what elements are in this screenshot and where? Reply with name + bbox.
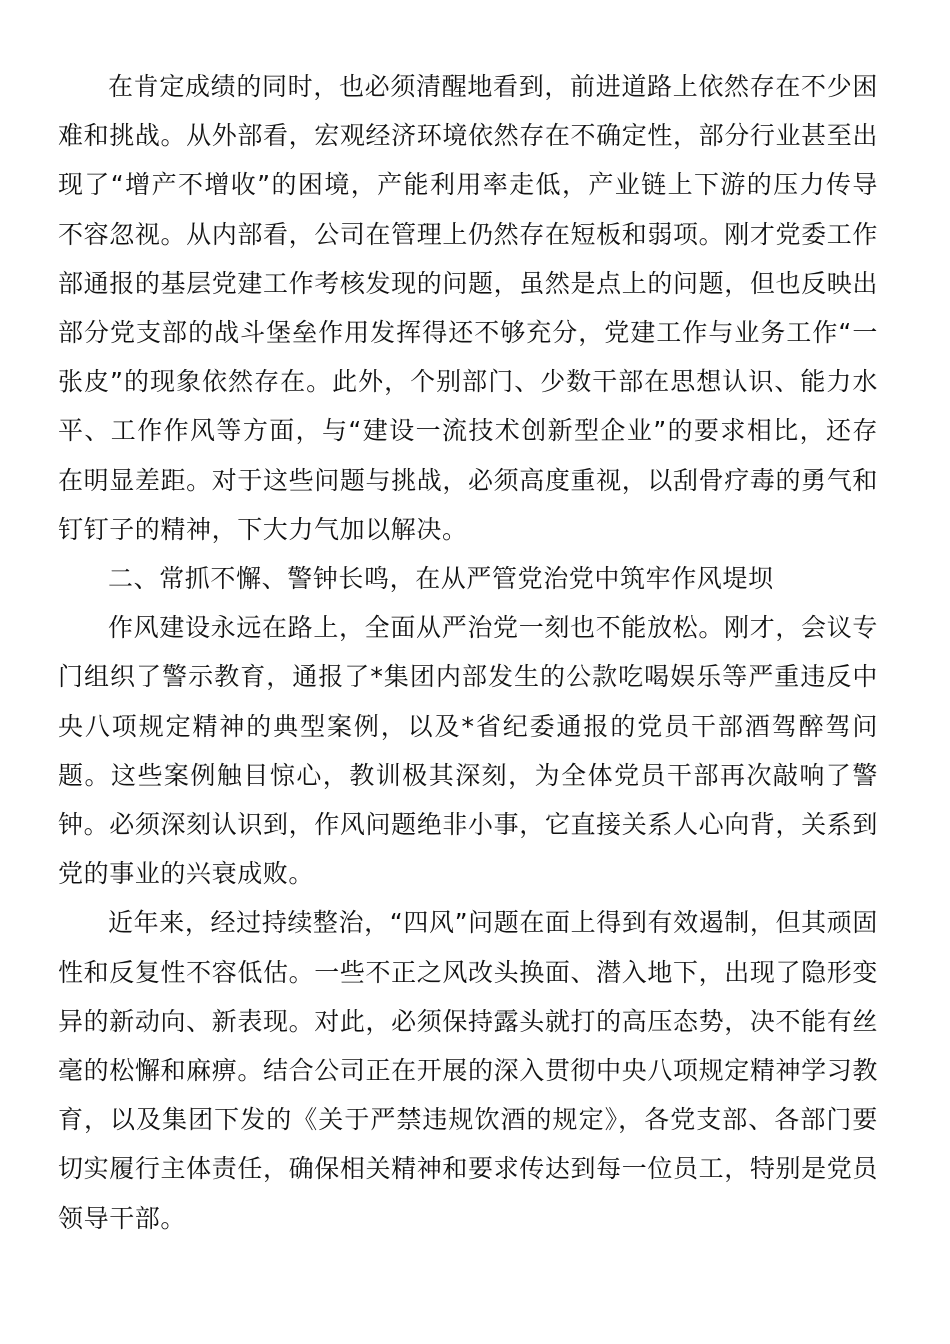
document-page xyxy=(58,62,878,1243)
section-heading: 二、常抓不懈、警钟长鸣，在从严管党治党中筑牢作风堤坝 xyxy=(108,564,774,594)
paragraph-warning-education: 作风建设永远在路上，全面从严治党一刻也不能放松。刚才，会议专门组织了警示教育，通报了*集团内部发生的公款吃喝娱乐等严重违反中央八项规定精神的典型案例，以及*省纪委通报的党员干部酒驾醉驾问题。这些案例触目惊心，教训极其深刻，为全体党员干部再次敲响了警钟。必须深刻认识到，作风问题绝非小事，它直接关系人心向背，关系到党的事业的兴衰成败。 xyxy=(58,613,878,889)
paragraph-four-winds: 近年来，经过持续整治，“四风”问题在面上得到有效遏制，但其顽固性和反复性不容低估。一些不正之风改头换面、潜入地下，出现了隐形变异的新动向、新表现。对此，必须保持露头就打的高压态势，决不能有丝毫的松懈和麻痹。结合公司正在开展的深入贯彻中央八项规定精神学习教育，以及集团下发的《关于严禁违规饮酒的规定》，各党支部、各部门要切实履行主体责任，确保相关精神和要求传达到每一位员工，特别是党员领导干部。 xyxy=(58,908,878,1233)
paragraph-challenges: 在肯定成绩的同时，也必须清醒地看到，前进道路上依然存在不少困难和挑战。从外部看，宏观经济环境依然存在不确定性，部分行业甚至出现了“增产不增收”的困境，产能利用率走低，产业链上下游的压力传导不容忽视。从内部看，公司在管理上仍然存在短板和弱项。刚才党委工作部通报的基层党建工作考核发现的问题，虽然是点上的问题，但也反映出部分党支部的战斗堡垒作用发挥得还不够充分，党建工作与业务工作“一张皮”的现象依然存在。此外，个别部门、少数干部在思想认识、能力水平、工作作风等方面，与“建设一流技术创新型企业”的要求相比，还存在明显差距。对于这些问题与挑战，必须高度重视，以刮骨疗毒的勇气和钉钉子的精神，下大力气加以解决。 xyxy=(58,72,878,544)
